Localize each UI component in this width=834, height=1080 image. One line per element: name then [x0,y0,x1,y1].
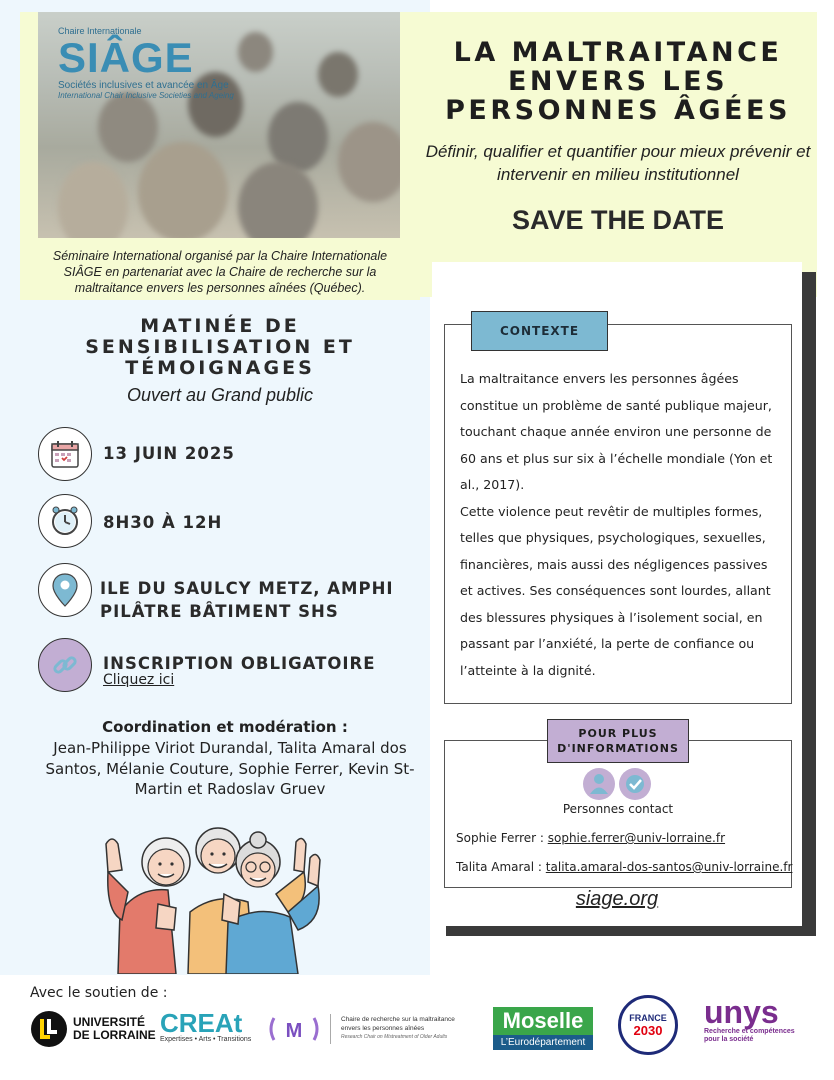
registration-text: INSCRIPTION OBLIGATOIRE [103,654,376,673]
coordination-names: Jean-Philippe Viriot Durandal, Talita Amaral dos Santos, Mélanie Couture, Sophie Ferrer, Kevin St-Martin et Radoslav Gruev [45,739,415,798]
contexte-paragraph: Cette violence peut revêtir de multiples formes, telles que physiques, psychologiques, sexuelles, financières, mais aussi des négligences passives et actives. Ses conséquences sont lourdes, allant des blessures physiques à l’isolement social, en passant par l’anxiété, la perte de confiance ou l’atteinte à la dignité. [460,503,771,678]
person-icon [583,768,615,800]
event-audience: Ouvert au Grand public [126,385,314,405]
audience-photo [38,12,400,238]
elderly-thumbs-up-illustration [98,812,334,974]
universite-de-lorraine-logo [30,1010,156,1048]
logo-name: SIÂGE [58,34,194,81]
contact-line [456,831,725,845]
contexte-tag: CONTEXTE [471,311,608,351]
website-link[interactable]: siage.org [575,888,659,910]
logo-tagline-en: International Chair Inclusive Societies and Ageing [58,91,234,100]
event-location [100,577,394,623]
contact-label: Personnes contact [562,802,674,816]
chaire-line: Chaire de recherche sur la maltraitance [341,1016,455,1024]
event-title-line: SENSIBILISATION ET [85,336,355,358]
ul-line: DE LORRAINE [73,1028,156,1042]
event-title-line: TÉMOIGNAGES [125,357,315,379]
calendar-icon [38,427,92,481]
chaire-line: Research Chair on Mistreatment of Older Adults [341,1034,448,1041]
clock-icon [38,494,92,548]
creat-name: CREAt [160,1008,243,1038]
main-title-line: PERSONNES ÂGÉES [445,95,791,126]
location-pin-icon [38,563,92,617]
contact-name: Talita Amaral : [456,860,546,874]
france-2030-logo [618,995,678,1055]
info-tag [547,719,689,763]
unys-sub: Recherche et compétences [704,1028,795,1035]
event-time: 8H30 À 12H [103,513,223,532]
event-location-line: ILE DU SAULCY METZ, AMPHI [100,579,394,598]
contexte-text [460,366,782,684]
main-title [420,38,816,125]
unys-name: unys [704,994,779,1030]
contact-email-link[interactable]: talita.amaral-dos-santos@univ-lorraine.fr [545,860,793,874]
sponsors-label: Avec le soutien de : [30,985,168,1001]
unys-sub: pour la société [704,1036,754,1043]
unys-logo [704,996,795,1044]
checkmark-icon [619,768,651,800]
moselle-name: Moselle [493,1007,593,1035]
contact-email-link[interactable]: sophie.ferrer@univ-lorraine.fr [547,831,726,845]
divider [330,1014,331,1044]
logo-chaire-text: Chaire Internationale [58,26,142,36]
contact-name: Sophie Ferrer : [456,831,548,845]
hero-caption: Séminaire International organisé par la Chaire Internationale SIÂGE en partenariat avec la Chaire de recherche sur la maltraitance envers les personnes aînées (Québec). [52,249,388,295]
link-icon [38,638,92,692]
contact-line [456,860,792,874]
event-title [30,316,410,379]
logo-tagline-fr: Sociétés inclusives et avancée en Âge [58,80,229,91]
contexte-paragraph: La maltraitance envers les personnes âgées constitue un problème de santé publique majeur, touchant chaque année environ une personne de 60 ans et plus sur six à l’échelle mondiale (Yon et al., 2017). [460,371,773,492]
info-tag-line: D'INFORMATIONS [557,742,679,755]
event-date: 13 JUIN 2025 [103,444,235,463]
chaire-line: envers les personnes aînées [341,1024,425,1032]
hero-section [20,12,420,300]
registration-link[interactable]: Cliquez ici [103,672,175,688]
main-title-line: ENVERS LES [507,66,729,97]
subtitle: Définir, qualifier et quantifier pour mieux prévenir et intervenir en milieu institutionnel [425,142,811,184]
event-title-line: MATINÉE DE [140,315,300,337]
save-the-date: SAVE THE DATE [511,205,725,235]
svg-text:M: M [285,1020,303,1042]
france-year: 2030 [633,1022,663,1038]
event-location-line: PILÂTRE BÂTIMENT SHS [100,602,339,621]
siage-logo [58,26,234,100]
creat-logo [160,1010,251,1043]
contact-icons [583,768,651,800]
moselle-logo [493,1007,593,1050]
info-tag-line: POUR PLUS [578,727,658,740]
moselle-sub: L’Eurodépartement [493,1035,593,1050]
coordination-title: Coordination et modération : [102,718,348,736]
france-text: FRANCE [629,1012,667,1023]
main-title-line: LA MALTRAITANCE [453,37,783,68]
creat-sub: Expertises • Arts • Transitions [160,1036,252,1043]
chaire-maltraitance-logo [268,1012,471,1046]
ul-line: UNIVERSITÉ [73,1015,146,1029]
